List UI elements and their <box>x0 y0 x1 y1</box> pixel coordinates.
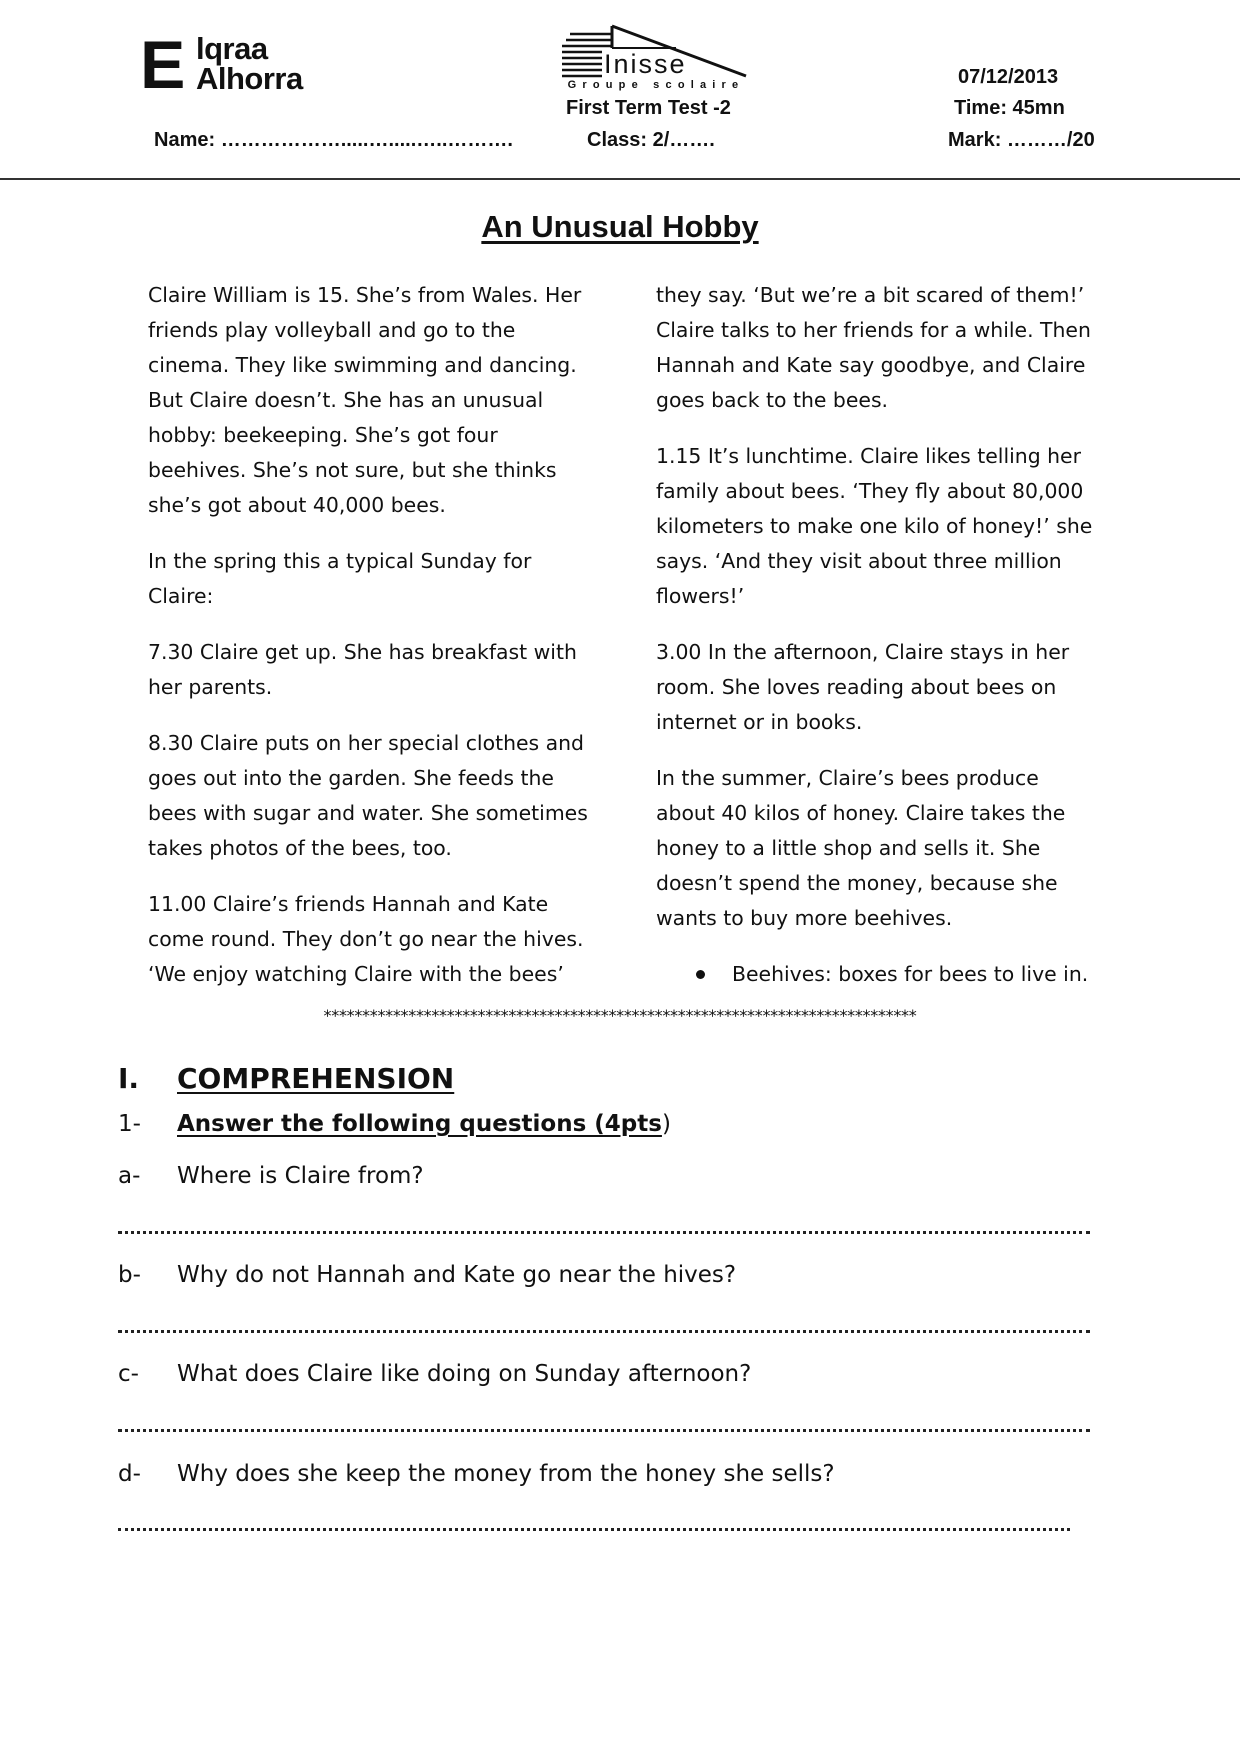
passage-right-column <box>656 278 1101 992</box>
student-name-field[interactable]: Name: ……………….....….....…..………. <box>154 129 513 151</box>
passage-paragraph: In the summer, Claire’s bees produce about 40 kilos of honey. Claire takes the honey to a little shop and sells it. She doesn’t spend the money, because she wants to buy more beehives. <box>656 766 1066 930</box>
group-logo-subtitle: Groupe scolaire <box>567 79 745 91</box>
school-logo-line1: lqraa <box>196 31 268 66</box>
test-title: First Term Test -2 <box>566 97 731 119</box>
test-date: 07/12/2013 <box>958 66 1059 88</box>
passage-paragraph: In the spring this a typical Sunday for Claire: <box>148 549 532 608</box>
group-logo <box>556 22 756 94</box>
separator-stars: ***************************************************************************** <box>323 1006 917 1025</box>
vocabulary-note-text: Beehives: boxes for bees to live in. <box>732 962 1089 986</box>
school-logo <box>140 27 340 103</box>
header-divider <box>0 178 1240 180</box>
section-title: COMPREHENSION <box>177 1062 455 1095</box>
passage-left-column <box>148 278 593 1013</box>
answer-line[interactable] <box>118 1330 1090 1333</box>
bullet-icon <box>696 970 705 979</box>
school-logo-letter: E <box>140 27 184 103</box>
question-letter: d- <box>118 1461 141 1487</box>
mark-field: Mark: ………/20 <box>948 129 1095 151</box>
group-logo-name: Inisse <box>604 49 687 79</box>
task-instruction-paren: ) <box>661 1111 671 1137</box>
passage-paragraph: they say. ‘But we’re a bit scared of them!’ Claire talks to her friends for a while. Then Hannah and Kate say goodbye, and Claire goes back to the bees. <box>656 283 1091 412</box>
passage-paragraph: 8.30 Claire puts on her special clothes and goes out into the garden. She feeds the bees with sugar and water. She sometimes takes photos of the bees, too. <box>148 731 588 860</box>
passage-paragraph: 3.00 In the afternoon, Claire stays in her room. She loves reading about bees on internet or in books. <box>656 640 1070 734</box>
question-letter: a- <box>118 1163 141 1189</box>
passage-paragraph: 7.30 Claire get up. She has breakfast with her parents. <box>148 640 577 699</box>
answer-line[interactable] <box>118 1528 1070 1531</box>
class-field[interactable]: Class: 2/……. <box>587 129 715 151</box>
question-text: Why does she keep the money from the honey she sells? <box>177 1461 835 1487</box>
passage-paragraph: 11.00 Claire’s friends Hannah and Kate come round. They don’t go near the hives. ‘We enjoy watching Claire with the bees’ <box>148 892 584 986</box>
task-number: 1- <box>118 1111 141 1137</box>
vocabulary-note <box>656 957 1101 992</box>
question-text: What does Claire like doing on Sunday afternoon? <box>177 1361 752 1387</box>
section-number: I. <box>118 1062 140 1095</box>
task-instruction <box>177 1108 671 1140</box>
question-text: Why do not Hannah and Kate go near the hives? <box>177 1262 737 1288</box>
question-text: Where is Claire from? <box>177 1163 424 1189</box>
test-time: Time: 45mn <box>954 97 1065 119</box>
school-logo-line2: Alhorra <box>196 61 303 96</box>
passage-paragraph: Claire William is 15. She’s from Wales. Her friends play volleyball and go to the cinema. They like swimming and dancing. But Claire doesn’t. She has an unusual hobby: beekeeping. She’s got four beehives. She’s not sure, but she thinks she’s got about 40,000 bees. <box>148 283 582 517</box>
answer-line[interactable] <box>118 1231 1090 1234</box>
passage-title: An Unusual Hobby <box>481 209 759 244</box>
passage-paragraph: 1.15 It’s lunchtime. Claire likes telling her family about bees. ‘They fly about 80,000 kilometers to make one kilo of honey!’ she says. ‘And they visit about three million flowers!’ <box>656 444 1093 608</box>
task-instruction-text: Answer the following questions (4pts <box>177 1111 662 1137</box>
question-letter: c- <box>118 1361 139 1387</box>
question-letter: b- <box>118 1262 141 1288</box>
answer-line[interactable] <box>118 1429 1090 1432</box>
